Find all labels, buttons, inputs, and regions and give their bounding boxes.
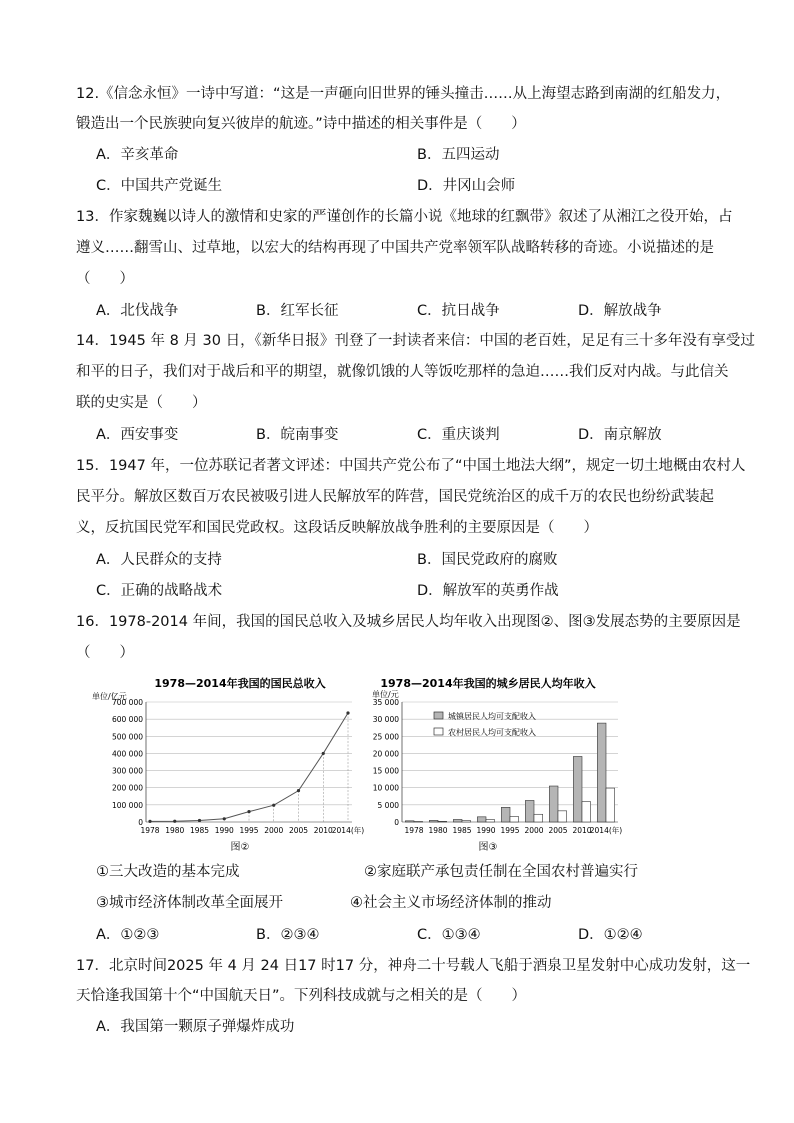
- chart2-bar-urban: [453, 819, 462, 822]
- chart2-xtick-label: 1978: [404, 826, 424, 835]
- chart2-title: 1978—2014年我国的城乡居民人均年收入: [380, 677, 596, 690]
- chart2-ytick-label: 25 000: [372, 732, 399, 742]
- chart1-point: [297, 789, 300, 792]
- q15-stem-line2: 民平分。解放区数百万农民被吸引进人民解放军的阵营，国民党统治区的成千万的农民也纷纷武装起: [76, 489, 714, 505]
- q16-figures: [90, 672, 650, 857]
- chart2-bar-rural: [486, 820, 495, 822]
- q16-statement-1: ①三大改造的基本完成: [96, 864, 240, 880]
- chart2-bar-rural: [606, 788, 615, 822]
- chart1-ytick-label: 700 000: [111, 698, 143, 707]
- chart2-xtick-label: 1980: [428, 826, 448, 835]
- chart2-caption: 图③: [478, 842, 498, 853]
- chart2-bar-rural: [534, 814, 543, 822]
- chart2-xtick-label: 2000: [524, 826, 544, 835]
- chart2-ytick-label: 5 000: [377, 800, 399, 810]
- chart1-xtick-label: 2010: [313, 826, 333, 835]
- q16-statement-3: ③城市经济体制改革全面展开: [96, 895, 283, 911]
- legend-label-urban: 城镇居民人均可支配收入: [448, 712, 536, 721]
- chart-per-capita-income: [372, 676, 622, 853]
- chart2-ytick-label: 0: [394, 818, 399, 827]
- chart2-bar-urban: [429, 820, 438, 822]
- q14-stem-line3: 联的史实是（ ）: [76, 395, 207, 411]
- q12-option-c[interactable]: C．中国共产党诞生: [96, 178, 223, 194]
- chart2-bar-rural: [438, 821, 447, 822]
- q14-stem-line1: 14．1945 年 8 月 30 日，《新华日报》刊登了一封读者来信：中国的老百姓，足足有三十多年没有享受过: [76, 333, 755, 349]
- q15-option-b[interactable]: B．国民党政府的腐败: [417, 552, 558, 568]
- q13-stem-line2: 遵义……翻雪山、过草地，以宏大的结构再现了中国共产党率领军队战略转移的奇迹。小说描述的是: [76, 240, 714, 256]
- q14-option-b[interactable]: B．皖南事变: [256, 427, 339, 443]
- chart2-ytick-label: 10 000: [372, 783, 399, 793]
- chart2-ytick-label: 30 000: [372, 715, 399, 725]
- q12-option-d[interactable]: D．井冈山会师: [417, 178, 516, 194]
- chart1-title: 1978—2014年我国的国民总收入: [154, 677, 326, 690]
- q15-option-c[interactable]: C．正确的战略战术: [96, 583, 223, 599]
- q12-stem-line2: 锻造出一个民族驶向复兴彼岸的航迹。”诗中描述的相关事件是（ ）: [76, 116, 526, 132]
- chart2-bar-urban: [597, 723, 606, 822]
- q16-option-b[interactable]: B．②③④: [256, 927, 320, 943]
- chart1-point: [247, 810, 250, 813]
- q13-stem-line3: （ ）: [76, 271, 134, 287]
- chart2-xtick-label: 1985: [452, 826, 472, 835]
- chart1-ytick-label: 300 000: [111, 766, 143, 776]
- chart1-ytick-label: 0: [138, 818, 143, 827]
- chart1-xtick-label: 2005: [288, 826, 309, 835]
- q17-stem-line1: 17．北京时间2025 年 4 月 24 日17 时17 分，神舟二十号载人飞船于酒泉卫星发射中心成功发射，这一: [76, 958, 751, 974]
- chart1-xtick-label: 1985: [189, 826, 210, 835]
- q13-stem-line1: 13．作家魏巍以诗人的激情和史家的严谨创作的长篇小说《地球的红飘带》叙述了从湘江之役开始，占: [76, 209, 733, 225]
- chart1-point: [272, 804, 275, 807]
- legend-swatch-rural: [434, 728, 443, 735]
- q14-option-c[interactable]: C．重庆谈判: [417, 427, 500, 443]
- chart1-xtick-label: 1978: [140, 826, 160, 835]
- q17-option-a[interactable]: A．我国第一颗原子弹爆炸成功: [96, 1019, 295, 1035]
- chart2-bar-rural: [558, 811, 567, 822]
- chart1-ytick-label: 100 000: [111, 800, 143, 810]
- q15-stem-line3: 义，反抗国民党军和国民党政权。这段话反映解放战争胜利的主要原因是（ ）: [76, 520, 598, 536]
- chart2-xtick-label: 2010: [572, 826, 592, 835]
- q15-option-d[interactable]: D．解放军的英勇作战: [417, 583, 559, 599]
- chart2-bar-urban: [525, 800, 534, 822]
- chart1-xtick-label: 1980: [165, 826, 185, 835]
- chart2-bar-urban: [501, 807, 510, 822]
- chart2-ytick-label: 35 000: [372, 698, 399, 707]
- chart2-bar-rural: [582, 802, 591, 822]
- chart2-bar-rural: [462, 821, 471, 822]
- chart1-ytick-label: 500 000: [111, 732, 143, 742]
- chart2-ytick-label: 15 000: [372, 766, 399, 776]
- chart2-xtick-label: 2014(年): [589, 826, 623, 835]
- q15-stem-line1: 15．1947 年，一位苏联记者著文评述：中国共产党公布了“中国土地法大纲”，规定一切土地概由农村人: [76, 458, 746, 474]
- q14-option-d[interactable]: D．南京解放: [578, 427, 662, 443]
- chart2-ylabel: 单位/元: [372, 690, 399, 699]
- chart1-ytick-label: 600 000: [111, 715, 143, 725]
- legend-swatch-urban: [434, 712, 443, 719]
- q16-option-c[interactable]: C．①③④: [417, 927, 481, 943]
- q16-option-a[interactable]: A．①②③: [96, 927, 160, 943]
- q13-option-b[interactable]: B．红军长征: [256, 303, 339, 319]
- chart1-point: [198, 819, 201, 822]
- chart-national-income: [92, 676, 364, 853]
- legend-label-rural: 农村居民人均可支配收入: [448, 728, 536, 737]
- chart2-xtick-label: 2005: [548, 826, 568, 835]
- chart2-bar-urban: [549, 786, 558, 822]
- chart2-bar-urban: [477, 817, 486, 822]
- chart2-xtick-label: 1995: [500, 826, 520, 835]
- q16-statement-2: ②家庭联产承包责任制在全国农村普遍实行: [364, 864, 638, 880]
- q14-stem-line2: 和平的日子，我们对于战后和平的期望，就像饥饿的人等饭吃那样的急迫……我们反对内战。与此信关: [76, 364, 729, 380]
- q14-option-a[interactable]: A．西安事变: [96, 427, 179, 443]
- q12-option-a[interactable]: A．辛亥革命: [96, 147, 179, 163]
- q12-stem-line1: 12.《信念永恒》一诗中写道：“这是一声砸向旧世界的锤头撞击……从上海望志路到南湖的红船发力，: [76, 86, 731, 102]
- chart2-bar-urban: [405, 821, 414, 822]
- chart1-xtick-label: 2014(年): [331, 826, 365, 835]
- q12-option-b[interactable]: B．五四运动: [417, 147, 500, 163]
- q13-option-d[interactable]: D．解放战争: [578, 303, 662, 319]
- q13-option-a[interactable]: A．北伐战争: [96, 303, 179, 319]
- chart1-xtick-label: 1990: [214, 826, 234, 835]
- chart2-bar-urban: [573, 756, 582, 822]
- q17-stem-line2: 天恰逢我国第十个“中国航天日”。下列科技成就与之相关的是（ ）: [76, 988, 527, 1004]
- q13-option-c[interactable]: C．抗日战争: [417, 303, 500, 319]
- chart1-ytick-label: 400 000: [111, 749, 143, 759]
- chart1-point: [173, 820, 176, 823]
- chart1-point: [148, 820, 151, 823]
- q16-stem-line2: （ ）: [76, 645, 134, 661]
- chart1-caption: 图②: [230, 842, 250, 853]
- chart1-point: [322, 752, 325, 755]
- q15-option-a[interactable]: A．人民群众的支持: [96, 552, 222, 568]
- chart2-xtick-label: 1990: [476, 826, 496, 835]
- chart2-bar-rural: [510, 817, 519, 822]
- chart1-point: [346, 711, 349, 714]
- chart2-ytick-label: 20 000: [372, 749, 399, 759]
- q16-option-d[interactable]: D．①②④: [578, 927, 643, 943]
- chart2-legend: [434, 711, 536, 737]
- chart1-ytick-label: 200 000: [111, 783, 143, 793]
- chart1-ylabel: 单位/亿元: [92, 692, 127, 701]
- chart1-xtick-label: 2000: [264, 826, 284, 835]
- q16-statement-4: ④社会主义市场经济体制的推动: [350, 895, 552, 911]
- q16-stem-line1: 16．1978-2014 年间，我国的国民总收入及城乡居民人均年收入出现图②、图③发展态势的主要原因是: [76, 614, 741, 630]
- chart1-xtick-label: 1995: [239, 826, 259, 835]
- chart1-point: [223, 817, 226, 820]
